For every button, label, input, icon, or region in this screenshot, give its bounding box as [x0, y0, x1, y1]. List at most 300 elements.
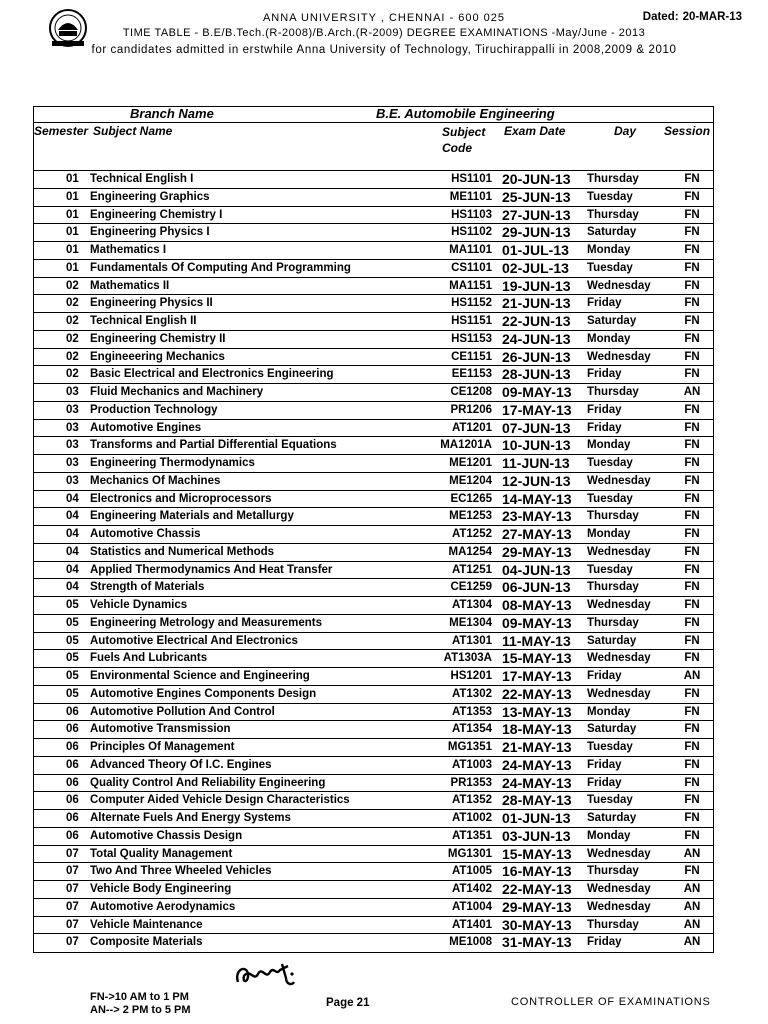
subject-cell: Engineeering Mechanics: [90, 350, 225, 363]
subject-cell: Mathematics I: [90, 244, 167, 256]
subject-cell: Engineering Thermodynamics: [90, 457, 255, 469]
date-cell: 25-JUN-13: [502, 188, 571, 205]
code-cell: AT1402: [451, 883, 492, 895]
semester-cell: 01: [66, 261, 79, 274]
session-cell: FN: [684, 776, 700, 789]
controller-signature-label: CONTROLLER OF EXAMINATIONS: [511, 996, 711, 1008]
day-cell: Saturday: [587, 723, 637, 736]
subject-cell: Fluid Mechanics and Machinery: [90, 386, 264, 398]
subject-cell: Engineering Physics I: [90, 226, 210, 239]
session-cell: FN: [684, 829, 700, 842]
code-cell: HS1151: [451, 315, 492, 327]
subject-cell: Transforms and Partial Differential Equations: [90, 439, 337, 452]
table-row: [34, 420, 713, 438]
code-cell: AT1201: [451, 421, 492, 434]
day-cell: Wednesday: [587, 847, 651, 860]
day-cell: Friday: [587, 936, 622, 949]
subject-cell: Technical English II: [90, 315, 197, 327]
date-cell: 02-JUL-13: [502, 259, 569, 276]
code-cell: AT1003: [451, 758, 492, 771]
table-row: [34, 739, 713, 757]
date-cell: 07-JUN-13: [502, 419, 571, 436]
semester-cell: 05: [66, 616, 79, 629]
semester-cell: 05: [66, 670, 79, 682]
table-row: [34, 402, 713, 420]
session-cell: FN: [684, 581, 700, 594]
table-row: [34, 810, 713, 828]
subject-cell: Engineering Graphics: [90, 190, 210, 203]
day-cell: Wednesday: [587, 652, 651, 665]
subject-cell: Engineering Chemistry II: [90, 332, 226, 345]
date-cell: 20-JUN-13: [502, 171, 571, 187]
dated-value: 20-MAR-13: [682, 11, 742, 23]
code-cell: AT1353: [451, 705, 492, 718]
session-cell: AN: [683, 670, 701, 682]
day-cell: Wednesday: [587, 900, 651, 913]
session-cell: FN: [684, 741, 700, 753]
date-cell: 09-MAY-13: [502, 614, 572, 631]
col-code: Subject Code: [442, 125, 486, 155]
timetable-title: TIME TABLE - B.E/B.Tech.(R-2008)/B.Arch.(R-2009) DEGREE EXAMINATIONS -May/June - 2013: [122, 27, 646, 39]
table-row: [34, 473, 713, 491]
session-cell: FN: [684, 173, 700, 185]
semester-cell: 03: [66, 386, 79, 398]
semester-cell: 06: [66, 705, 79, 718]
code-cell: MA1201A: [440, 439, 492, 452]
table-row: [34, 846, 713, 864]
code-cell: CE1259: [450, 581, 492, 594]
dated: [643, 11, 742, 23]
day-cell: Monday: [587, 705, 631, 718]
day-cell: Monday: [587, 439, 631, 452]
table-row: [34, 526, 713, 544]
session-cell: FN: [684, 812, 700, 824]
table-row: [34, 295, 713, 313]
signature-icon: [232, 960, 302, 994]
session-cell: FN: [684, 457, 700, 469]
session-cell: FN: [684, 226, 700, 239]
subject-cell: Engineering Materials and Metallurgy: [90, 510, 294, 523]
day-cell: Monday: [587, 332, 631, 345]
code-cell: AT1354: [451, 723, 492, 736]
university-title: ANNA UNIVERSITY , CHENNAI - 600 025: [262, 12, 506, 24]
semester-cell: 06: [66, 776, 79, 789]
subject-cell: Quality Control And Reliability Engineering: [90, 776, 326, 789]
session-cell: AN: [683, 883, 701, 895]
semester-cell: 05: [66, 652, 79, 665]
day-cell: Friday: [587, 297, 622, 310]
date-cell: 27-JUN-13: [502, 206, 571, 223]
semester-cell: 02: [66, 332, 79, 345]
code-cell: CE1151: [451, 350, 492, 363]
subject-cell: Automotive Pollution And Control: [90, 705, 275, 718]
column-header-row: [34, 123, 713, 171]
code-cell: EC1265: [450, 492, 492, 505]
table-row: [34, 260, 713, 278]
date-cell: 29-JUN-13: [502, 224, 571, 241]
subject-cell: Alternate Fuels And Energy Systems: [90, 812, 291, 824]
table-row: [34, 792, 713, 810]
table-row: [34, 313, 713, 331]
subject-cell: Automotive Aerodynamics: [90, 900, 236, 913]
date-cell: 15-MAY-13: [502, 650, 572, 667]
semester-cell: 01: [66, 190, 79, 203]
date-cell: 04-JUN-13: [502, 561, 571, 578]
subject-cell: Automotive Engines: [90, 421, 202, 434]
session-cell: FN: [684, 332, 700, 345]
day-cell: Friday: [587, 670, 622, 682]
date-cell: 08-MAY-13: [502, 597, 572, 613]
session-cell: FN: [684, 261, 700, 274]
day-cell: Saturday: [587, 812, 637, 824]
date-cell: 06-JUN-13: [502, 579, 571, 596]
session-cell: FN: [684, 599, 700, 611]
code-cell: AT1302: [451, 687, 492, 700]
semester-cell: 06: [66, 741, 79, 753]
table-row: [34, 597, 713, 615]
semester-cell: 02: [66, 315, 79, 327]
subject-cell: Automotive Transmission: [90, 723, 231, 736]
session-cell: AN: [683, 386, 701, 398]
date-cell: 31-MAY-13: [502, 934, 572, 951]
date-cell: 03-JUN-13: [502, 827, 571, 844]
subject-cell: Two And Three Wheeled Vehicles: [90, 865, 272, 878]
session-cell: FN: [684, 474, 700, 487]
session-cell: FN: [684, 687, 700, 700]
day-cell: Saturday: [587, 226, 637, 239]
subject-cell: Advanced Theory Of I.C. Engines: [90, 758, 272, 771]
table-row: [34, 207, 713, 225]
semester-cell: 06: [66, 758, 79, 771]
semester-cell: 01: [66, 208, 79, 221]
session-cell: FN: [684, 723, 700, 736]
date-cell: 24-MAY-13: [502, 774, 572, 791]
table-row: [34, 579, 713, 597]
code-cell: AT1004: [451, 900, 492, 913]
code-cell: MG1301: [447, 847, 492, 860]
date-cell: 17-MAY-13: [502, 401, 572, 418]
candidates-note: for candidates admitted in erstwhile Anna University of Technology, Tiruchirappalli in 2008,2009 & 2010: [91, 44, 677, 56]
semester-cell: 03: [66, 474, 79, 487]
timetable-table: [33, 106, 714, 953]
day-cell: Friday: [587, 403, 622, 416]
date-cell: 10-JUN-13: [502, 437, 571, 454]
page-number: Page 21: [326, 997, 370, 1009]
semester-cell: 06: [66, 829, 79, 842]
table-row: [34, 171, 713, 189]
semester-cell: 04: [66, 563, 79, 576]
code-cell: HS1153: [451, 332, 492, 345]
branch-row: [34, 107, 713, 123]
table-row: [34, 242, 713, 260]
session-cell: FN: [684, 403, 700, 416]
date-cell: 01-JUN-13: [502, 810, 571, 826]
dated-label: Dated:: [642, 11, 679, 23]
table-row: [34, 633, 713, 651]
code-cell: AT1352: [451, 794, 492, 807]
code-cell: EE1153: [451, 368, 492, 381]
semester-cell: 02: [66, 297, 79, 310]
table-row: [34, 863, 713, 881]
subject-cell: Engineering Physics II: [90, 297, 213, 310]
date-cell: 27-MAY-13: [502, 526, 572, 542]
day-cell: Wednesday: [587, 279, 651, 292]
table-row: [34, 189, 713, 207]
session-cell: FN: [684, 368, 700, 381]
session-cell: FN: [684, 528, 700, 540]
day-cell: Thursday: [587, 865, 639, 878]
subject-cell: Principles Of Management: [90, 741, 235, 753]
date-cell: 18-MAY-13: [502, 721, 572, 738]
col-date: Exam Date: [504, 124, 566, 138]
session-cell: AN: [683, 936, 701, 949]
session-cell: FN: [684, 758, 700, 771]
day-cell: Wednesday: [587, 350, 651, 363]
branch-label: Branch Name: [130, 106, 214, 121]
day-cell: Friday: [587, 758, 622, 771]
semester-cell: 01: [66, 226, 79, 239]
semester-cell: 04: [66, 545, 79, 558]
date-cell: 22-MAY-13: [502, 685, 572, 702]
code-cell: AT1401: [451, 918, 492, 931]
day-cell: Thursday: [587, 918, 639, 931]
date-cell: 28-JUN-13: [502, 366, 571, 383]
subject-cell: Production Technology: [90, 403, 218, 416]
date-cell: 11-MAY-13: [502, 632, 571, 649]
code-cell: ME1201: [449, 457, 492, 469]
semester-cell: 06: [66, 794, 79, 807]
table-row: [34, 615, 713, 633]
semester-cell: 02: [66, 368, 79, 381]
semester-cell: 03: [66, 403, 79, 416]
session-cell: FN: [684, 634, 700, 647]
day-cell: Thursday: [587, 616, 639, 629]
table-row: [34, 775, 713, 793]
table-row: [34, 224, 713, 242]
day-cell: Friday: [587, 421, 622, 434]
date-cell: 09-MAY-13: [502, 384, 572, 400]
session-legend: [90, 991, 191, 1017]
branch-value: B.E. Automobile Engineering: [376, 106, 555, 121]
code-cell: HS1103: [451, 208, 492, 221]
semester-cell: 01: [66, 173, 79, 185]
semester-cell: 05: [66, 687, 79, 700]
subject-cell: Mathematics II: [90, 279, 170, 292]
table-row: [34, 349, 713, 367]
session-cell: FN: [684, 616, 700, 629]
semester-cell: 02: [66, 279, 79, 292]
semester-cell: 06: [66, 812, 79, 824]
table-row: [34, 491, 713, 509]
session-cell: FN: [684, 563, 700, 576]
day-cell: Thursday: [587, 581, 639, 594]
date-cell: 24-MAY-13: [502, 756, 572, 773]
code-cell: AT1002: [451, 812, 492, 824]
session-cell: AN: [683, 918, 701, 931]
day-cell: Wednesday: [587, 474, 651, 487]
semester-cell: 01: [66, 244, 79, 256]
date-cell: 24-JUN-13: [502, 330, 571, 347]
subject-cell: Engineering Metrology and Measurements: [90, 616, 322, 629]
subject-cell: Engineering Chemistry I: [90, 208, 223, 221]
day-cell: Monday: [587, 244, 631, 256]
col-semester: Semester: [34, 124, 89, 138]
table-row: [34, 686, 713, 704]
day-cell: Tuesday: [587, 563, 633, 576]
day-cell: Monday: [587, 829, 631, 842]
code-cell: HS1102: [451, 226, 492, 239]
col-session: Session: [664, 124, 711, 138]
fn-legend: FN->10 AM to 1 PM: [90, 991, 189, 1003]
code-cell: HS1201: [450, 670, 492, 682]
table-row: [34, 881, 713, 899]
table-row: [34, 508, 713, 526]
session-cell: FN: [684, 208, 700, 221]
table-row: [34, 562, 713, 580]
session-cell: FN: [684, 652, 700, 665]
date-cell: 17-MAY-13: [502, 668, 572, 684]
table-row: [34, 934, 713, 952]
an-legend: AN--> 2 PM to 5 PM: [90, 1004, 191, 1016]
day-cell: Tuesday: [587, 190, 633, 203]
semester-cell: 07: [66, 918, 79, 931]
table-row: [34, 278, 713, 296]
date-cell: 15-MAY-13: [502, 845, 572, 862]
date-cell: 26-JUN-13: [502, 348, 571, 365]
subject-cell: Vehicle Maintenance: [90, 918, 203, 931]
table-row: [34, 544, 713, 562]
table-row: [34, 437, 713, 455]
subject-cell: Environmental Science and Engineering: [90, 670, 310, 682]
day-cell: Friday: [587, 776, 622, 789]
date-cell: 23-MAY-13: [502, 508, 572, 525]
date-cell: 21-MAY-13: [502, 739, 572, 755]
code-cell: ME1204: [449, 474, 492, 487]
code-cell: AT1005: [451, 865, 492, 878]
day-cell: Wednesday: [587, 687, 651, 700]
code-cell: AT1303A: [443, 652, 492, 665]
code-cell: MA1254: [448, 545, 492, 558]
session-cell: FN: [684, 279, 700, 292]
semester-cell: 07: [66, 865, 79, 878]
session-cell: FN: [684, 190, 700, 203]
code-cell: ME1304: [449, 616, 492, 629]
session-cell: FN: [684, 439, 700, 452]
table-row: [34, 366, 713, 384]
date-cell: 11-JUN-13: [502, 455, 570, 471]
day-cell: Thursday: [587, 173, 639, 185]
semester-cell: 03: [66, 457, 79, 469]
date-cell: 22-MAY-13: [502, 881, 572, 897]
subject-cell: Basic Electrical and Electronics Engineering: [90, 368, 334, 381]
table-body: [34, 171, 713, 952]
day-cell: Tuesday: [587, 492, 633, 505]
semester-cell: 03: [66, 439, 79, 452]
table-row: [34, 455, 713, 473]
day-cell: Tuesday: [587, 261, 633, 274]
session-cell: FN: [684, 865, 700, 878]
subject-cell: Automotive Chassis Design: [90, 829, 243, 842]
semester-cell: 06: [66, 723, 79, 736]
subject-cell: Technical English I: [90, 173, 194, 185]
session-cell: AN: [683, 900, 701, 913]
day-cell: Thursday: [587, 208, 639, 221]
session-cell: FN: [684, 421, 700, 434]
code-cell: AT1304: [451, 599, 492, 611]
subject-cell: Composite Materials: [90, 936, 203, 949]
date-cell: 30-MAY-13: [502, 916, 572, 933]
subject-cell: Computer Aided Vehicle Design Characteristics: [90, 794, 350, 807]
table-row: [34, 384, 713, 402]
code-cell: PR1206: [450, 403, 492, 416]
subject-cell: Automotive Electrical And Electronics: [90, 634, 298, 647]
date-cell: 21-JUN-13: [502, 295, 571, 312]
subject-cell: Applied Thermodynamics And Heat Transfer: [90, 563, 333, 576]
semester-cell: 07: [66, 883, 79, 895]
session-cell: FN: [684, 705, 700, 718]
day-cell: Wednesday: [587, 545, 651, 558]
session-cell: FN: [684, 794, 700, 807]
code-cell: AT1301: [451, 634, 492, 647]
code-cell: MA1151: [449, 279, 492, 292]
subject-cell: Fuels And Lubricants: [90, 652, 208, 665]
day-cell: Saturday: [587, 634, 637, 647]
table-row: [34, 828, 713, 846]
table-row: [34, 650, 713, 668]
date-cell: 16-MAY-13: [502, 863, 572, 880]
day-cell: Tuesday: [587, 457, 633, 469]
session-cell: FN: [684, 350, 700, 363]
session-cell: FN: [684, 315, 700, 327]
code-cell: ME1253: [449, 510, 492, 523]
date-cell: 22-JUN-13: [502, 313, 571, 329]
semester-cell: 04: [66, 581, 79, 594]
date-cell: 29-MAY-13: [502, 898, 572, 915]
semester-cell: 05: [66, 599, 79, 611]
date-cell: 14-MAY-13: [502, 490, 572, 507]
table-row: [34, 704, 713, 722]
subject-cell: Mechanics Of Machines: [90, 474, 221, 487]
semester-cell: 05: [66, 634, 79, 647]
subject-cell: Fundamentals Of Computing And Programming: [90, 261, 351, 274]
semester-cell: 04: [66, 510, 79, 523]
date-cell: 28-MAY-13: [502, 792, 572, 809]
subject-cell: Automotive Engines Components Design: [90, 687, 317, 700]
table-row: [34, 668, 713, 686]
day-cell: Saturday: [587, 315, 637, 327]
code-cell: HS1152: [451, 297, 492, 310]
code-cell: MA1101: [449, 244, 492, 256]
code-cell: ME1008: [449, 936, 492, 949]
code-cell: AT1252: [451, 528, 492, 540]
subject-cell: Strength of Materials: [90, 581, 205, 594]
date-cell: 19-JUN-13: [502, 277, 571, 294]
table-row: [34, 721, 713, 739]
semester-cell: 03: [66, 421, 79, 434]
semester-cell: 04: [66, 492, 79, 505]
code-cell: HS1101: [451, 173, 492, 185]
subject-cell: Vehicle Body Engineering: [90, 883, 232, 895]
table-row: [34, 757, 713, 775]
semester-cell: 02: [66, 350, 79, 363]
subject-cell: Automotive Chassis: [90, 528, 201, 540]
day-cell: Tuesday: [587, 794, 633, 807]
code-cell: MG1351: [447, 741, 492, 753]
code-cell: PR1353: [450, 776, 492, 789]
semester-cell: 07: [66, 936, 79, 949]
code-cell: ME1101: [449, 190, 492, 203]
date-cell: 13-MAY-13: [502, 703, 572, 720]
